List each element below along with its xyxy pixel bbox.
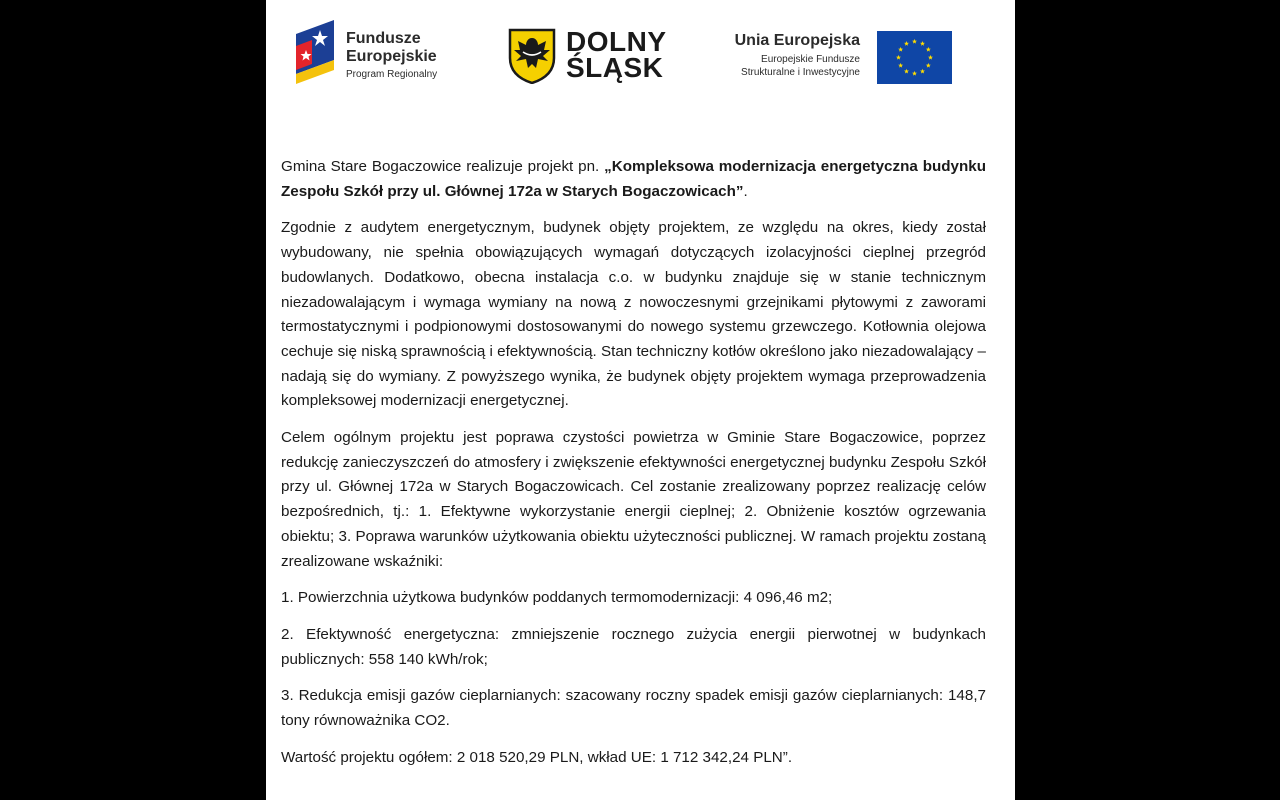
intro-suffix: . xyxy=(743,182,748,200)
unia-line3: Strukturalne i Inwestycyjne xyxy=(741,67,860,78)
fundusze-europejskie-logo xyxy=(296,20,466,92)
dolny-slask-logo xyxy=(508,28,678,88)
unia-line1: Unia Europejska xyxy=(734,32,860,49)
eu-flag-icon xyxy=(877,31,952,84)
intro-paragraph xyxy=(281,155,986,204)
unia-europejska-logo xyxy=(716,30,956,90)
unia-line2: Europejskie Fundusze xyxy=(761,54,860,65)
goal-paragraph: Celem ogólnym projektu jest poprawa czystości powietrza w Gminie Stare Bogaczowice, poprzez redukcję zanieczyszczeń do atmosfery i zwiększenie efektywności energetycznej budynku Zespołu Szkół przy ul. Głównej 172a w Starych Bogaczowicach. Cel zostanie zrealizowany poprzez realizację celów bezpośrednich, tj.: 1. Efektywne wykorzystanie energii cieplnej; 2. Obniżenie kosztów ogrzewania obiektu; 3. Poprawa warunków użytkowania obiektu użyteczności publicznej. W ramach projektu zostaną zrealizowane wskaźniki: xyxy=(281,429,986,570)
indicator-item: 3. Redukcja emisji gazów cieplarnianych: szacowany roczny spadek emisji gazów cieplarnianych: 148,7 tony równoważnika CO2. xyxy=(281,687,986,730)
intro-prefix: Gmina Stare Bogaczowice realizuje projekt pn. xyxy=(281,158,605,175)
fundusze-europejskie-emblem-icon xyxy=(296,20,334,92)
dolny-slask-line2: ŚLĄSK xyxy=(566,52,664,83)
fundusze-line3: Program Regionalny xyxy=(346,69,438,80)
project-title: „Kompleksowa modernizacja energetyczna budynku Zespołu Szkół przy ul. Głównej 172a w Starych Bogaczowicach” xyxy=(281,158,986,200)
fundusze-line2: Europejskie xyxy=(346,48,437,65)
document-body xyxy=(281,155,986,770)
dolny-slask-crest-icon xyxy=(508,28,556,84)
audit-paragraph: Zgodnie z audytem energetycznym, budynek objęty projektem, ze względu na okres, kiedy został wybudowany, nie spełnia obowiązujących wymagań dotyczących izolacyjności cieplnej przegród budowlanych. Dodatkowo, obecna instalacja c.o. w budynku znajduje się w stanie technicznym niezadowalającym i wymaga wymiany na nową z nowoczesnymi grzejnikami płytowymi z zaworami termostatycznymi i podpionowymi dostosowanymi do nowego systemu grzewczego. Kotłownia olejowa cechuje się niską sprawnością i efektywnością. Stan techniczny kotłów określono jako niezadowalający – nadają się do wymiany. Z powyższego wynika, że budynek objęty projektem wymaga przeprowadzenia kompleksowej modernizacji energetycznej. xyxy=(281,219,986,410)
document-page xyxy=(266,0,1015,800)
indicator-item: 2. Efektywność energetyczna: zmniejszenie rocznego zużycia energii pierwotnej w budynkach publicznych: 558 140 kWh/rok; xyxy=(281,625,986,668)
dolny-slask-line1: DOLNY xyxy=(566,26,667,57)
logo-bar xyxy=(266,0,1015,110)
project-value-line: Wartość projektu ogółem: 2 018 520,29 PLN, wkład UE: 1 712 342,24 PLN”. xyxy=(281,748,793,766)
indicator-item: 1. Powierzchnia użytkowa budynków poddanych termomodernizacji: 4 096,46 m2; xyxy=(281,589,833,607)
fundusze-line1: Fundusze xyxy=(346,30,421,47)
